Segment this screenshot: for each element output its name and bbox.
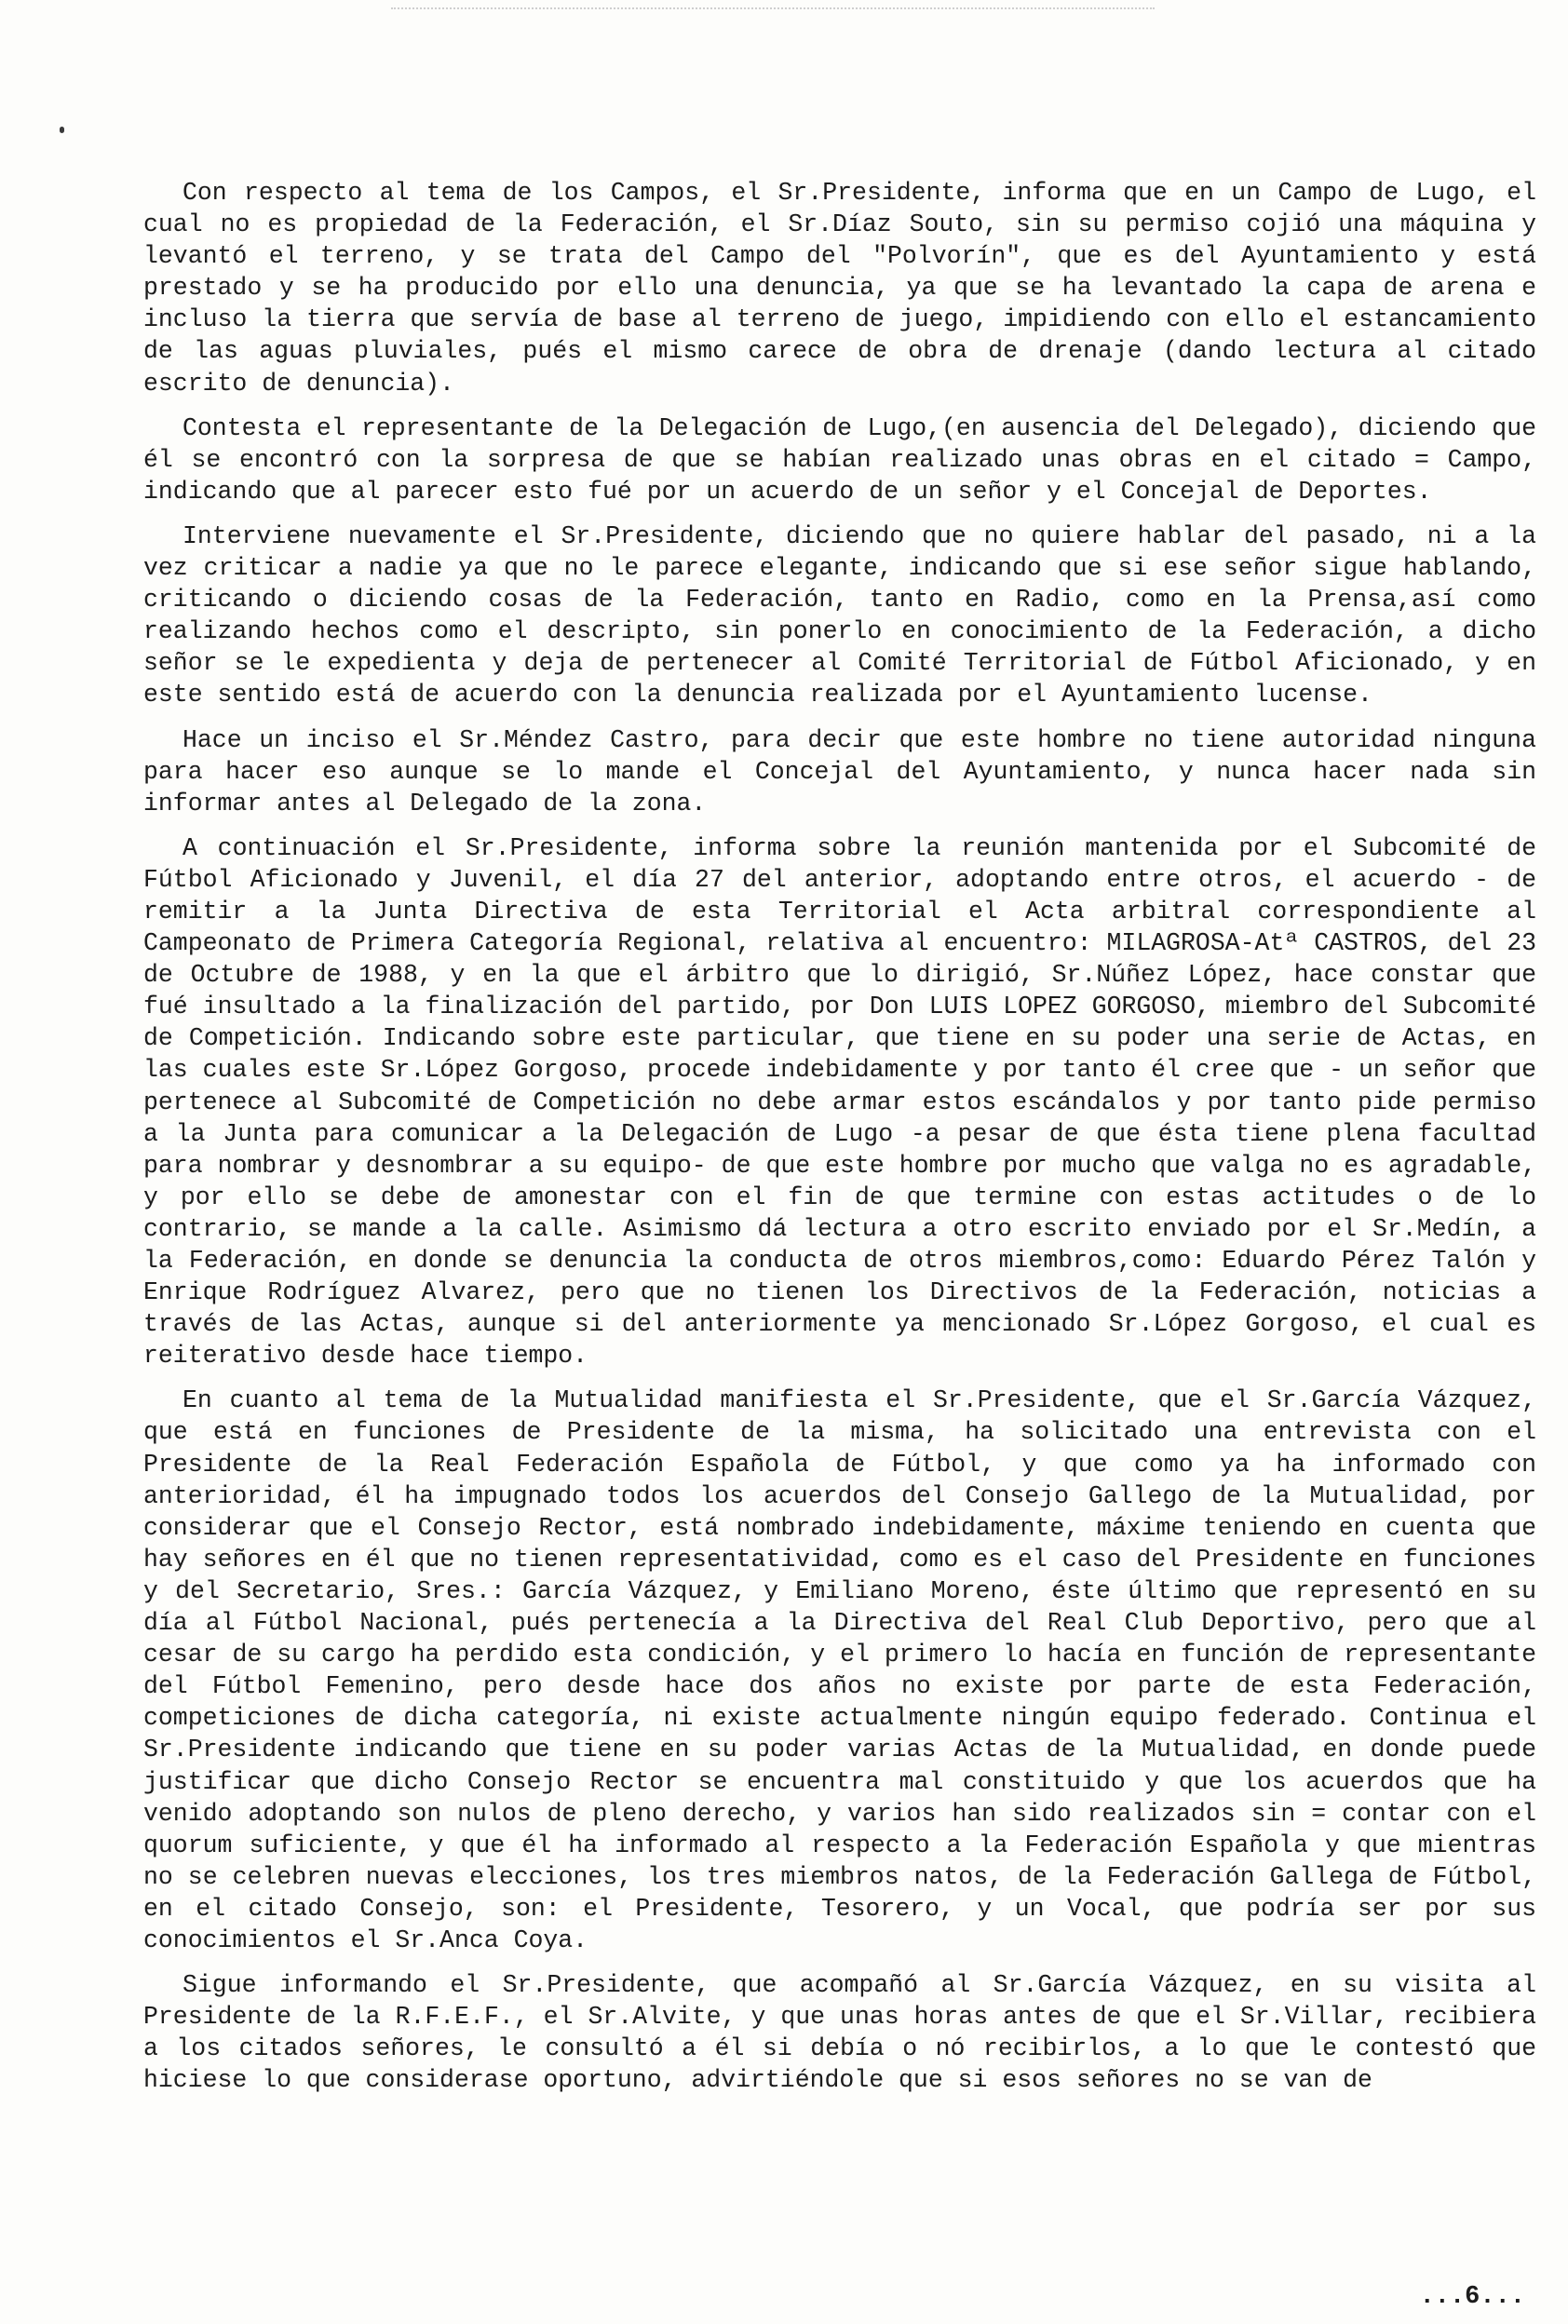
paragraph-mendez-castro: Hace un inciso el Sr.Méndez Castro, para decir que este hombre no tiene autoridad ninguna para hacer eso aunque se lo mande el Concejal del Ayuntamiento, y nunca hacer nada sin informar antes al Delegado de la zona. xyxy=(143,725,1536,817)
paragraph-visita-rfef: Sigue informando el Sr.Presidente, que acompañó al Sr.García Vázquez, en su visita al Presidente de la R.F.E.F., el Sr.Alvite, y que unas horas antes de que el Sr.Villar, recibiera a los citados señores, le consultó a él si debía o nó recibirlos, a lo que le contestó que hiciese lo que considerase oportuno, advirtiéndole que si esos señores no se van de xyxy=(143,1971,1536,2095)
paragraph-mutualidad: En cuanto al tema de la Mutualidad manifiesta el Sr.Presidente, que el Sr.García Vázquez, que está en funciones de Presidente de la misma, ha solicitado una entrevista con el Presidente de la Real Federación Española de Fútbol, y que como ya ha informado con anterioridad, él ha impugnado todos los acuerdos del Consejo Gallego de la Mutualidad, por considerar que el Consejo Rector, está nombrado indebidamente, máxime teniendo en cuenta que hay señores en él que no tienen representatividad, como es el caso del Presidente en funciones y del Secretario, Sres.: García Vázquez, y Emiliano Moreno, éste último que representó en su día al Fútbol Nacional, pués pertenecía a la Directiva del Real Club Deportivo, pero que al cesar de su cargo ha perdido esta condición, y el primero lo hacía en función de representante del Fútbol Femenino, pero desde hace dos años no existe por parte de esta Federación, competiciones de dicha categoría, ni existe actualmente ningún equipo federado. Continua el Sr.Presidente indicando que tiene en su poder varias Actas de la Mutualidad, en donde puede justificar que dicho Consejo Rector se encuentra mal constituido y que los acuerdos que ha venido adoptando son nulos de pleno derecho, y varios han sido realizados sin = contar con el quorum suficiente, y que él ha informado al respecto a la Federación Española y que mientras no se celebren nuevas elecciones, los tres miembros natos, de la Federación Gallega de Fútbol, en el citado Consejo, son: el Presidente, Tesorero, y un Vocal, que podría ser por sus conocimientos el Sr.Anca Coya. xyxy=(143,1386,1536,1954)
ink-speck xyxy=(60,127,64,133)
scan-edge-mark xyxy=(391,7,1155,15)
page-number: ...6... xyxy=(1419,2283,1525,2311)
paragraph-delegacion-lugo: Contesta el representante de la Delegación de Lugo,(en ausencia del Delegado), diciendo que él se encontró con la sorpresa de que se habían realizado unas obras en el citado = Campo, indicando que al parecer esto fué por un acuerdo de un señor y el Concejal de Deportes. xyxy=(143,413,1536,506)
paragraph-presidente-interviene: Interviene nuevamente el Sr.Presidente, diciendo que no quiere hablar del pasado, ni a la vez criticar a nadie ya que no le parece elegante, indicando que si ese señor sigue hablando, criticando o diciendo cosas de la Federación, tanto en Radio, como en la Prensa,así como realizando hechos como el descripto, sin ponerlo en conocimiento de la Federación, a dicho señor se le expedienta y deja de pertenecer al Comité Territorial de Fútbol Aficionado, y en este sentido está de acuerdo con la denuncia realizada por el Ayuntamiento lucense. xyxy=(143,521,1536,709)
paragraph-campos: Con respecto al tema de los Campos, el Sr.Presidente, informa que en un Campo de Lugo, el cual no es propiedad de la Federación, el Sr.Díaz Souto, sin su permiso cojió una máquina y levantó el terreno, y se trata del Campo del "Polvorín", que es del Ayuntamiento y está prestado y se ha producido por ello una denuncia, ya que se ha levantado la capa de arena e incluso la tierra que servía de base al terreno de juego, impidiendo con ello el estancamiento de las aguas pluviales, pués el mismo carece de obra de drenaje (dando lectura al citado escrito de denuncia). xyxy=(143,179,1536,398)
document-body xyxy=(143,177,1536,2109)
paragraph-subcomite: A continuación el Sr.Presidente, informa sobre la reunión mantenida por el Subcomité de Fútbol Aficionado y Juvenil, el día 27 del anterior, adoptando entre otros, el acuerdo - de remitir a la Junta Directiva de esta Territorial el Acta arbitral correspondiente al Campeonato de Primera Categoría Regional, relativa al encuentro: MILAGROSA-Atª CASTROS, del 23 de Octubre de 1988, y en la que el árbitro que lo dirigió, Sr.Núñez López, hace constar que fué insultado a la finalización del partido, por Don LUIS LOPEZ GORGOSO, miembro del Subcomité de Competición. Indicando sobre este particular, que tiene en su poder una serie de Actas, en las cuales este Sr.López Gorgoso, procede indebidamente y por tanto él cree que - un señor que pertenece al Subcomité de Competición no debe armar estos escándalos y por tanto pide permiso a la Junta para comunicar a la Delegación de Lugo -a pesar de que ésta tiene plena facultad para nombrar y desnombrar a su equipo- de que este hombre por mucho que valga no es agradable, y por ello se debe de amonestar con el fin de que termine con estas actitudes o de lo contrario, se mande a la calle. Asimismo dá lectura a otro escrito enviado por el Sr.Medín, a la Federación, en donde se denuncia la conducta de otros miembros,como: Eduardo Pérez Talón y Enrique Rodríguez Alvarez, pero que no tienen los Directivos de la Federación, noticias a través de las Actas, aunque si del anteriormente ya mencionado Sr.López Gorgoso, el cual es reiterativo desde hace tiempo. xyxy=(143,833,1536,1371)
